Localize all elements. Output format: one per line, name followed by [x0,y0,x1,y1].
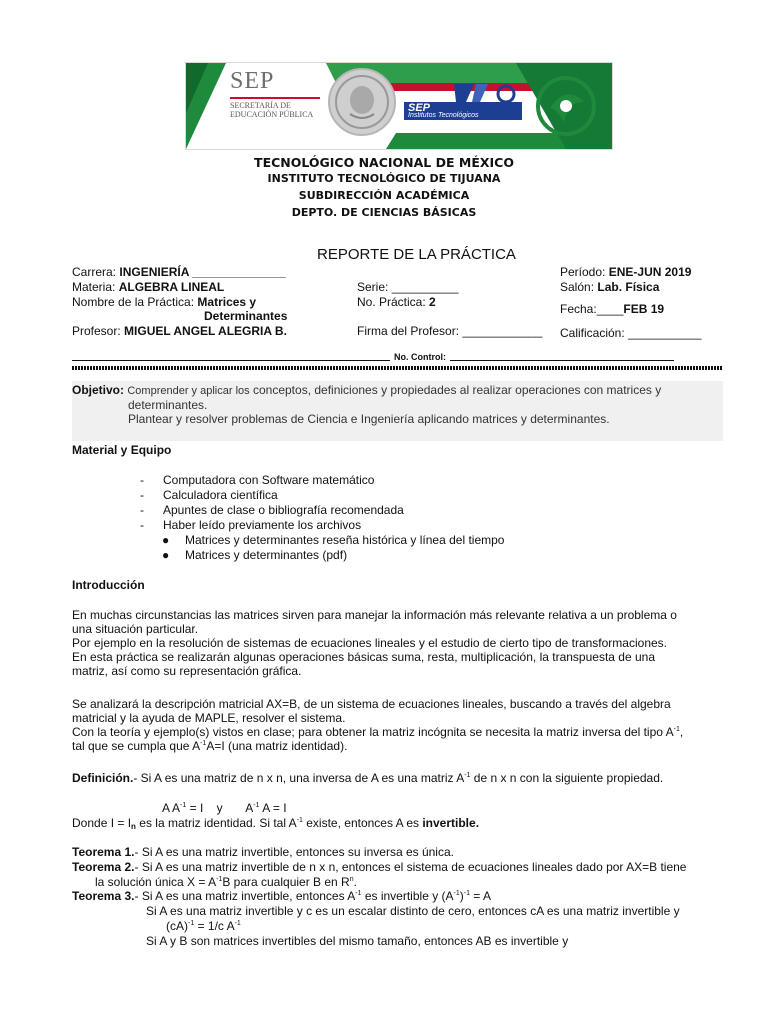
periodo-value: ENE-JUN 2019 [608,265,692,279]
intro-paragraph-2 [72,697,712,753]
field-serie [357,280,458,294]
intro-paragraph-1 [72,608,712,678]
list-subitem: ● Matrices y determinantes reseña histórica y línea del tiempo [162,533,505,547]
firma-value: ____________ [462,324,543,338]
salon-value: Lab. Física [597,280,660,294]
teorema-3: Teorema 3.- Si A es una matriz invertible, entonces $A^{-1}$ es invertible y $(A^{-1})^{-1} = A$ [72,889,492,903]
sep-divider [230,97,320,99]
material-list [140,473,504,563]
salon-label: Salón: [560,280,595,294]
sep-subtitle-2: EDUCACIÓN PÚBLICA [230,110,314,119]
separator-rule [72,366,723,370]
firma-label: Firma del Profesor: [357,324,460,338]
teorema-3-line-2: Si A es una matriz invertible y c es un escalar distinto de cero, entonces cA es una matriz invertible y [146,904,680,918]
it-brand: SEP [408,102,431,114]
institution-line-3: SUBDIRECCIÓN ACADÉMICA [298,189,470,202]
profesor-value: MIGUEL ANGEL ALEGRIA B. [124,324,287,338]
teorema-3-line-4: Si A y B son matrices invertibles del mismo tamaño, entonces AB es invertible y [146,934,569,948]
fecha-blank: ____ [596,302,624,316]
objetivo-line-2: determinantes. [128,398,208,412]
institutos-tecnologicos-logo [404,82,522,126]
teorema-3-line-3: (cA)$^{-1}$ = 1/c $A^{-1}$ [166,919,241,933]
institution-line-4: DEPTO. DE CIENCIAS BÁSICAS [291,206,477,219]
carrera-value: INGENIERÍA ______________ [119,265,286,279]
text-line: En esta práctica se realizarán algunas operaciones básicas suma, resta, multiplicación, la transpuesta de una [72,650,655,664]
carrera-label: Carrera: [72,265,117,279]
field-periodo [560,265,691,279]
calificacion-value: ___________ [628,326,702,340]
objetivo-line-1 [72,383,661,397]
objetivo-label: Objetivo: [72,383,125,397]
text-line: Se analizará la descripción matricial AX=B, de un sistema de ecuaciones lineales, buscando a través del algebra [72,697,671,711]
definicion: Definición.- Si A es una matriz de n x n, una inversa de A es una matriz $A^{-1}$ de n x n con la siguiente propiedad. [72,771,664,785]
field-practica [72,295,256,309]
text-line: Por ejemplo en la resolución de sistemas de ecuaciones lineales y el estudio de cierto tipo de transformaciones. [72,636,667,650]
objetivo-text-1a: Comprender y aplicar los [127,385,250,397]
list-subitem: ● Matrices y determinantes (pdf) [162,548,348,562]
itt-logo [530,70,602,142]
field-profesor [72,324,287,338]
it-subtitle: Institutos Tecnológicos [408,112,479,119]
sep-subtitle-1: SECRETARÍA DE [230,101,291,110]
no-control-line-left [72,360,390,361]
teorema-2: Teorema 2.- Si A es una matriz invertible de n x n, entonces el sistema de ecuaciones lineales dado por AX=B tiene [72,860,687,874]
field-firma [357,324,542,338]
teorema-1: Teorema 1.- Si A es una matriz invertible, entonces su inversa es única. [72,845,454,859]
practica-label: Nombre de la Práctica: [72,295,195,309]
text-line: En muchas circunstancias las matrices sirven para manejar la información más relevante relativa a un problema o [72,608,677,622]
practica-value-1: Matrices y [197,295,257,309]
mexico-seal-icon [328,68,396,136]
report-title: REPORTE DE LA PRÁCTICA [317,246,516,263]
practica-value-2: Determinantes [204,309,288,323]
no-control-line-right [450,360,674,361]
text-line: matricial y la ayuda de MAPLE, resolver el sistema. [72,711,346,725]
text-line: una situación particular. [72,622,199,636]
list-item: - Computadora con Software matemático [140,473,375,487]
field-no-practica [357,295,436,309]
definicion-equation: A $A^{-1} = I$ y $A^{-1}$ A = I [162,801,287,815]
text-line: tal que se cumpla que $A^{-1}A=I$ (una matriz identidad). [72,739,348,753]
calificacion-label: Calificación: [560,326,625,340]
materia-label: Materia: [72,280,116,294]
no-control-label: No. Control: [394,352,446,362]
definicion-label: Definición. [72,771,134,785]
objetivo-line-3: Plantear y resolver problemas de Ciencia e Ingeniería aplicando matrices y determinantes. [128,412,610,426]
sep-logo [230,68,330,119]
intro-title: Introducción [72,578,145,592]
list-item: - Calculadora científica [140,488,278,502]
list-item: - Apuntes de clase o bibliografía recomendada [140,503,404,517]
field-materia [72,280,224,294]
field-carrera [72,265,286,279]
fecha-value: FEB 19 [623,302,665,316]
no-practica-value: 2 [429,295,436,309]
field-calificacion [560,326,701,340]
teorema-2-line-2: la solución única $X = A^{-1}B$ para cualquier B en $R^n$. [95,875,357,889]
field-fecha [560,302,664,316]
list-item: - Haber leído previamente los archivos [140,518,362,532]
field-salon [560,280,659,294]
serie-label: Serie: [357,280,389,294]
objetivo-text-1b: conceptos, definiciones y propiedades al realizar operaciones con matrices y [252,383,662,397]
periodo-label: Período: [560,265,606,279]
fecha-label: Fecha: [560,302,597,316]
serie-value: __________ [391,280,459,294]
profesor-label: Profesor: [72,324,121,338]
text-line: matriz, así como su representación gráfica. [72,664,302,678]
material-title: Material y Equipo [72,443,172,457]
institution-line-1: TECNOLÓGICO NACIONAL DE MÉXICO [254,155,514,170]
sep-title: SEP [230,68,275,94]
institution-line-2: INSTITUTO TECNOLÓGICO DE TIJUANA [267,172,501,185]
no-practica-label: No. Práctica: [357,295,426,309]
definicion-donde: Donde $I = I_n$ es la matriz identidad. Si tal $A^{-1}$ existe, entonces A es invertible. [72,816,480,831]
materia-value: ALGEBRA LINEAL [118,280,225,294]
text-line: Con la teoría y ejemplo(s) vistos en clase; para obtener la matriz incógnita se necesita la matriz inversa del tipo $A^{-1}$, [72,725,684,739]
